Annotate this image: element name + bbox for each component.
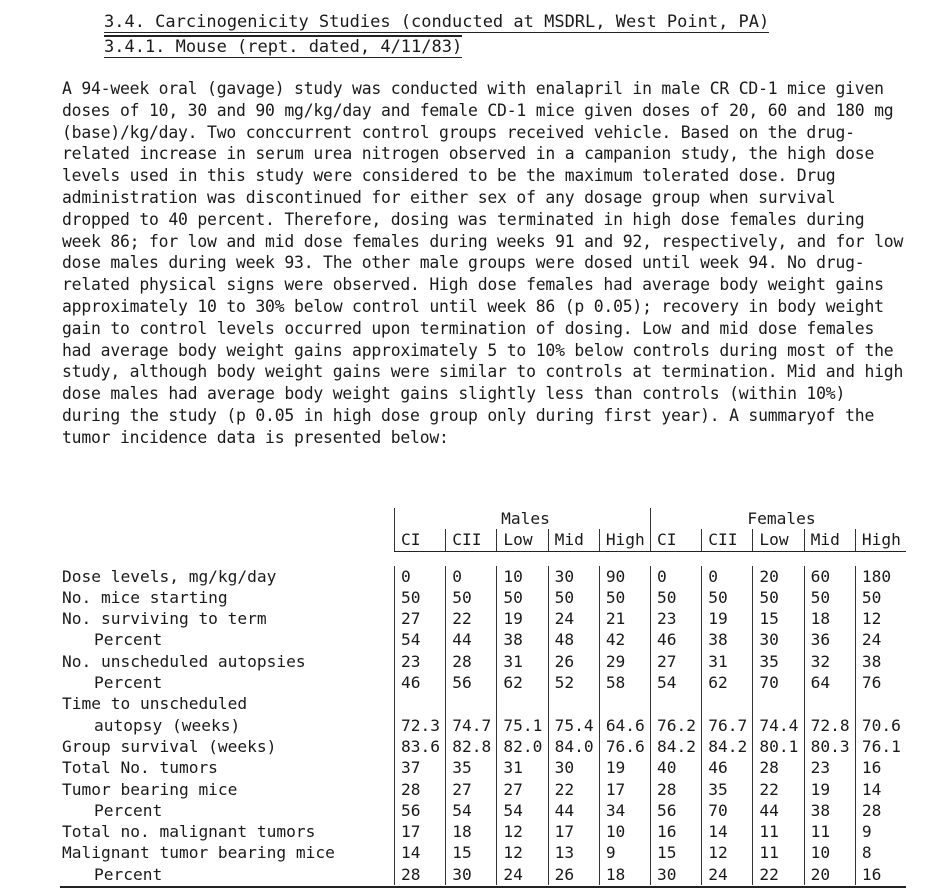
- table-row: [60, 821, 906, 842]
- table-cell: 58: [599, 672, 650, 693]
- table-cell: 18: [446, 821, 497, 842]
- table-cell: 14: [855, 779, 906, 800]
- table-cell: 180: [855, 566, 906, 587]
- table-cell: 12: [702, 842, 753, 863]
- table-cell: 19: [804, 779, 855, 800]
- table-cell: 50: [497, 587, 548, 608]
- table-cell: 46: [651, 629, 702, 650]
- table-cell: 84.0: [548, 736, 599, 757]
- table-cell: 75.4: [548, 715, 599, 736]
- table-cell: [599, 693, 650, 714]
- table-cell: 19: [702, 608, 753, 629]
- table-cell: 13: [548, 842, 599, 863]
- table-cell: 84.2: [702, 736, 753, 757]
- table-cell: 31: [497, 757, 548, 778]
- table-cell: 9: [599, 842, 650, 863]
- table-cell: 74.7: [446, 715, 497, 736]
- table-cell: 9: [855, 821, 906, 842]
- header-spacer: [60, 508, 395, 529]
- table-cell: 28: [855, 800, 906, 821]
- column-header: CII: [702, 529, 753, 551]
- table-cell: 11: [753, 842, 804, 863]
- table-cell: 50: [753, 587, 804, 608]
- table-cell: 56: [395, 800, 446, 821]
- table-cell: 36: [804, 629, 855, 650]
- table-cell: 24: [855, 629, 906, 650]
- row-label: Total no. malignant tumors: [62, 822, 316, 842]
- table-cell: 70: [702, 800, 753, 821]
- row-label: Tumor bearing mice: [62, 779, 238, 799]
- group-header-row: [60, 508, 906, 529]
- table-cell: 15: [753, 608, 804, 629]
- table-cell: 31: [497, 651, 548, 672]
- column-header: Low: [753, 529, 804, 551]
- table-cell: 62: [497, 672, 548, 693]
- table-cell: 14: [702, 821, 753, 842]
- table-cell: 14: [395, 842, 446, 863]
- table-cell: 54: [446, 800, 497, 821]
- tumor-incidence-table: [60, 508, 906, 885]
- table-cell: 19: [497, 608, 548, 629]
- section-heading: 3.4. Carcinogenicity Studies (conducted at MSDRL, West Point, PA): [104, 12, 770, 32]
- table-cell: 20: [804, 864, 855, 885]
- table-cell: 70: [753, 672, 804, 693]
- column-header-row: [60, 529, 906, 551]
- table-cell: 83.6: [395, 736, 446, 757]
- row-label: Dose levels, mg/kg/day: [62, 566, 277, 586]
- row-label: Time to unscheduled: [62, 694, 248, 714]
- table-cell: 56: [446, 672, 497, 693]
- table-cell: 27: [395, 608, 446, 629]
- table-cell: 75.1: [497, 715, 548, 736]
- table-row: [60, 608, 906, 629]
- table-cell: 0: [651, 566, 702, 587]
- table-cell: 10: [599, 821, 650, 842]
- table-cell: 24: [548, 608, 599, 629]
- row-label: No. unscheduled autopsies: [62, 651, 306, 671]
- table-cell: 12: [497, 821, 548, 842]
- row-label: No. mice starting: [62, 587, 228, 607]
- table-cell: 32: [804, 651, 855, 672]
- column-header: High: [855, 529, 906, 551]
- table-row: [60, 587, 906, 608]
- table-cell: 35: [702, 779, 753, 800]
- column-header: CI: [395, 529, 446, 551]
- table-row: [60, 715, 906, 736]
- table-cell: 38: [804, 800, 855, 821]
- table-cell: 84.2: [651, 736, 702, 757]
- table-cell: 28: [395, 779, 446, 800]
- table-cell: 76.6: [599, 736, 650, 757]
- table-cell: [395, 693, 446, 714]
- table-cell: 34: [599, 800, 650, 821]
- table-cell: 76.1: [855, 736, 906, 757]
- table-cell: 15: [446, 842, 497, 863]
- table-row: [60, 629, 906, 650]
- table-cell: [651, 693, 702, 714]
- table-cell: 82.0: [497, 736, 548, 757]
- table-cell: 42: [599, 629, 650, 650]
- spacer-row: [60, 551, 906, 566]
- table-cell: 0: [446, 566, 497, 587]
- table-cell: 50: [651, 587, 702, 608]
- table-cell: 18: [599, 864, 650, 885]
- table-cell: 12: [497, 842, 548, 863]
- table-cell: [702, 693, 753, 714]
- table-cell: 90: [599, 566, 650, 587]
- table-cell: 80.1: [753, 736, 804, 757]
- table-cell: 28: [651, 779, 702, 800]
- table-cell: 16: [855, 757, 906, 778]
- table-cell: 11: [804, 821, 855, 842]
- females-group-header: Females: [651, 508, 906, 529]
- table-cell: 76.7: [702, 715, 753, 736]
- table-cell: 26: [548, 864, 599, 885]
- table-cell: 50: [446, 587, 497, 608]
- table-cell: 46: [702, 757, 753, 778]
- table-cell: 50: [548, 587, 599, 608]
- table-cell: 62: [702, 672, 753, 693]
- table-cell: 44: [548, 800, 599, 821]
- table-cell: 19: [599, 757, 650, 778]
- table-cell: 40: [651, 757, 702, 778]
- table-cell: 72.8: [804, 715, 855, 736]
- column-header: Mid: [804, 529, 855, 551]
- table-cell: 30: [548, 566, 599, 587]
- table-cell: 44: [753, 800, 804, 821]
- table-cell: 27: [651, 651, 702, 672]
- table-cell: 74.4: [753, 715, 804, 736]
- table-cell: 37: [395, 757, 446, 778]
- table-cell: 48: [548, 629, 599, 650]
- table-row: [60, 693, 906, 714]
- table-cell: 56: [651, 800, 702, 821]
- table-cell: 54: [651, 672, 702, 693]
- table-cell: 16: [651, 821, 702, 842]
- table-cell: 24: [497, 864, 548, 885]
- table-cell: 23: [804, 757, 855, 778]
- table-row: [60, 672, 906, 693]
- table-cell: 28: [753, 757, 804, 778]
- table-row: [60, 864, 906, 885]
- table-cell: [855, 693, 906, 714]
- table-row: [60, 779, 906, 800]
- table-cell: 46: [395, 672, 446, 693]
- table-cell: 80.3: [804, 736, 855, 757]
- table-cell: 20: [753, 566, 804, 587]
- table-cell: 28: [446, 651, 497, 672]
- table-cell: 72.3: [395, 715, 446, 736]
- table-cell: [446, 693, 497, 714]
- table-cell: 27: [497, 779, 548, 800]
- table-cell: 35: [753, 651, 804, 672]
- row-label: autopsy (weeks): [94, 715, 241, 735]
- table-cell: 50: [855, 587, 906, 608]
- table-cell: [753, 693, 804, 714]
- table-row: [60, 651, 906, 672]
- column-header: CI: [651, 529, 702, 551]
- table-cell: 8: [855, 842, 906, 863]
- row-label: Percent: [94, 800, 163, 820]
- table-cell: 38: [702, 629, 753, 650]
- table-row: [60, 736, 906, 757]
- column-header: High: [599, 529, 650, 551]
- table-cell: 38: [497, 629, 548, 650]
- table-cell: [804, 693, 855, 714]
- table-row: [60, 566, 906, 587]
- table-cell: [548, 693, 599, 714]
- study-description-paragraph: A 94-week oral (gavage) study was conducted with enalapril in male CR CD-1 mice given doses of 10, 30 and 90 mg/kg/day and female CD-1 mice given doses of 20, 60 and 180 mg (base)/kg/day. Two conccurrent control groups received vehicle. Based on the drug-related increase in serum urea nitrogen observed in a campanion study, the high dose levels used in this study were considered to be the maximum tolerated dose. Drug administration was discontinued for either sex of any dosage group when survival dropped to 40 percent. Therefore, dosing was terminated in high dose females during week 86; for low and mid dose females during weeks 91 and 92, respectively, and for low dose males during week 93. The other male groups were dosed until week 94. No drug-related physical signs were observed. High dose females had average body weight gains approximately 10 to 30% below control until week 86 (p 0.05); recovery in body weight gain to control levels occurred upon termination of dosing. Low and mid dose females had average body weight gains approximately 5 to 10% below controls during most of the study, although body weight gains were similar to controls at termination. Mid and high dose males had average body weight gains slightly less than controls (within 10%) during the study (p 0.05 in high dose group only during first year). A summaryof the tumor incidence data is presented below:: [62, 79, 904, 447]
- row-label: Percent: [94, 673, 163, 693]
- table-cell: 64: [804, 672, 855, 693]
- column-header: CII: [446, 529, 497, 551]
- table-cell: 11: [753, 821, 804, 842]
- column-header: Low: [497, 529, 548, 551]
- table-cell: 23: [651, 608, 702, 629]
- table-cell: 22: [446, 608, 497, 629]
- table-cell: 54: [497, 800, 548, 821]
- row-label: Malignant tumor bearing mice: [62, 843, 335, 863]
- table-cell: 10: [497, 566, 548, 587]
- table-cell: 30: [446, 864, 497, 885]
- table-cell: 50: [395, 587, 446, 608]
- row-label: No. surviving to term: [62, 609, 267, 629]
- table-cell: 50: [702, 587, 753, 608]
- table-cell: 28: [395, 864, 446, 885]
- table-cell: 35: [446, 757, 497, 778]
- table-cell: 23: [395, 651, 446, 672]
- table-cell: 27: [446, 779, 497, 800]
- row-label: Total No. tumors: [62, 758, 218, 778]
- table-cell: 50: [599, 587, 650, 608]
- table-cell: 22: [753, 864, 804, 885]
- table-cell: 18: [804, 608, 855, 629]
- table-cell: 12: [855, 608, 906, 629]
- table-cell: 44: [446, 629, 497, 650]
- table-cell: 30: [548, 757, 599, 778]
- table-cell: 70.6: [855, 715, 906, 736]
- column-header: Mid: [548, 529, 599, 551]
- table-cell: 22: [753, 779, 804, 800]
- row-label: Group survival (weeks): [62, 736, 277, 756]
- row-label: Percent: [94, 630, 163, 650]
- table-cell: 15: [651, 842, 702, 863]
- table-cell: 60: [804, 566, 855, 587]
- table-cell: 0: [702, 566, 753, 587]
- table-row: [60, 757, 906, 778]
- table-cell: 82.8: [446, 736, 497, 757]
- bottom-rule: [60, 886, 906, 888]
- header-spacer: [60, 529, 395, 551]
- table-cell: 17: [548, 821, 599, 842]
- table-body: [60, 551, 906, 885]
- table-cell: 16: [855, 864, 906, 885]
- table-cell: 52: [548, 672, 599, 693]
- table-cell: 22: [548, 779, 599, 800]
- table-cell: 50: [804, 587, 855, 608]
- table-row: [60, 842, 906, 863]
- males-group-header: Males: [395, 508, 651, 529]
- subsection-heading: 3.4.1. Mouse (rept. dated, 4/11/83): [104, 37, 463, 57]
- table-cell: 76: [855, 672, 906, 693]
- table-cell: 30: [651, 864, 702, 885]
- table-cell: 21: [599, 608, 650, 629]
- table-cell: 17: [599, 779, 650, 800]
- table-cell: [497, 693, 548, 714]
- table-cell: 29: [599, 651, 650, 672]
- row-label: Percent: [94, 864, 163, 884]
- table-cell: 76.2: [651, 715, 702, 736]
- table-cell: 54: [395, 629, 446, 650]
- table-cell: 26: [548, 651, 599, 672]
- table-cell: 24: [702, 864, 753, 885]
- table-cell: 17: [395, 821, 446, 842]
- table-row: [60, 800, 906, 821]
- table-cell: 30: [753, 629, 804, 650]
- table-cell: 64.6: [599, 715, 650, 736]
- table-cell: 38: [855, 651, 906, 672]
- table-cell: 31: [702, 651, 753, 672]
- table-cell: 10: [804, 842, 855, 863]
- table-cell: 0: [395, 566, 446, 587]
